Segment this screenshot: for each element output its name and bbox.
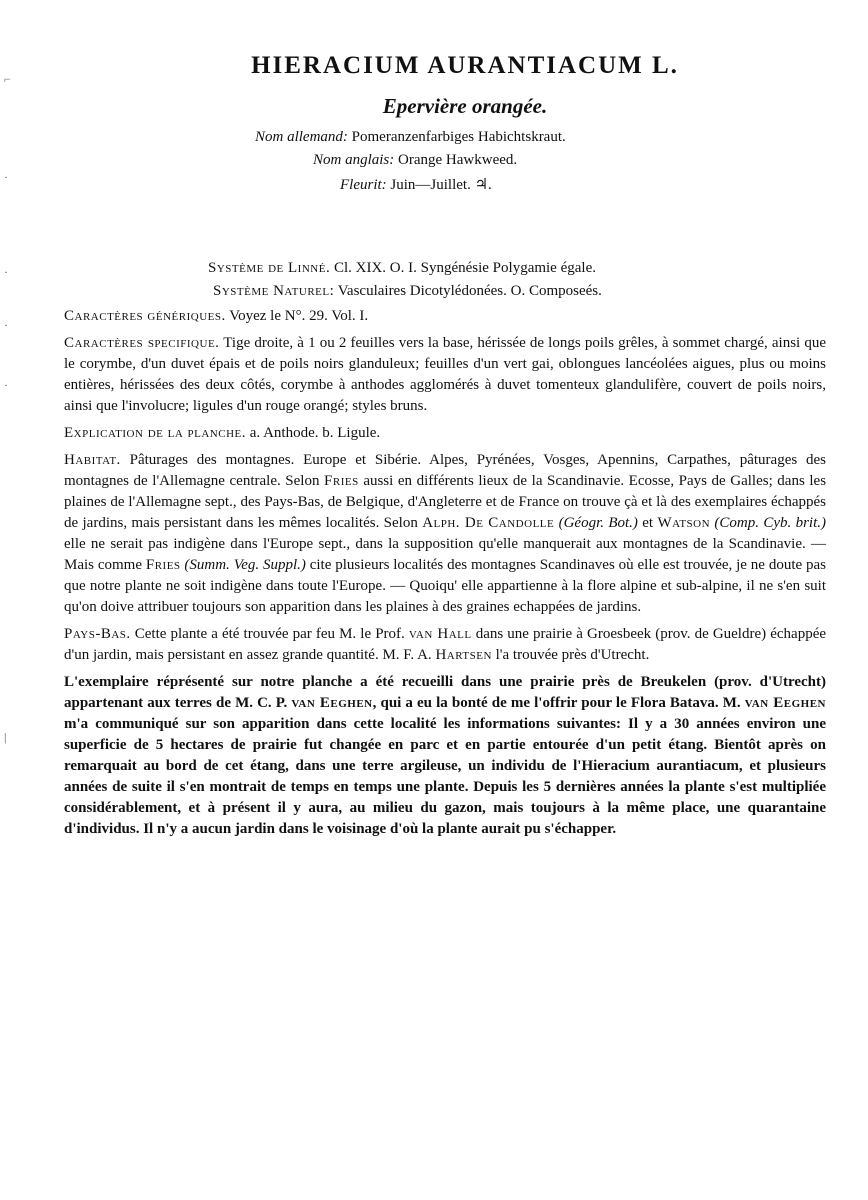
german-value: Pomeranzenfarbiges Habichtskraut. <box>351 129 566 145</box>
page-subtitle: Epervière orangée. <box>382 94 548 118</box>
habitat-paragraph: Habitat. Pâturages des montagnes. Europe et Sibérie. Alpes, Pyrénées, Vosges, Apennins, Carpathes, pâturages des montagnes de l'Allemagne centrale. Selon Fries aussi en différents lieux de la Scandinavie. Ecosse, Pays de Galles; dans les plaines de l'Allemagne sept., des Pays-Bas, de Belgique, d'Angleterre et de France on trouve çà et là des exemplaires échappés de jardins, mais persistant dans les mêmes localités. Selon Alph. De Candolle (Géogr. Bot.) et Watson (Comp. Cyb. brit.) elle ne serait pas indigène dans l'Europe sept., dans la supposition qu'elle manquerait aux montagnes de la Scandinavie. — Mais comme Fries (Summ. Veg. Suppl.) cite plusieurs localités des montagnes Scandinaves où elle est trouvée, je ne doute pas que notre plante ne soit indigène dans toute l'Europe. — Quoiqu' elle appartienne à la flore alpine et sub-alpine, il ne s'en suit qu'on doive attribuer toujours son apparition dans les plaines à des graines echappées de jardins. <box>64 452 827 615</box>
margin-mark: · <box>4 378 8 392</box>
english-name <box>64 152 826 169</box>
german-name <box>64 129 826 146</box>
margin-mark: · <box>4 265 8 279</box>
german-label: Nom allemand: <box>255 129 348 145</box>
generic-characters: Caractères génériques. Voyez le N°. 29. Vol. I. <box>64 308 369 324</box>
flower-value: Juin—Juillet. ♃. <box>390 177 492 193</box>
page-title: HIERACIUM AURANTIACUM L. <box>251 52 679 79</box>
naturel-value: Vasculaires Dicotylédonées. O. Composeés. <box>337 283 602 299</box>
english-label: Nom anglais: <box>313 152 395 168</box>
margin-mark: · <box>4 318 8 332</box>
linne-label: Système de Linné. <box>208 260 331 276</box>
linne-value: Cl. XIX. O. I. Syngénésie Polygamie égale. <box>333 260 596 276</box>
english-value: Orange Hawkweed. <box>398 152 518 168</box>
document-page <box>64 52 826 846</box>
plate-explanation: Explication de la planche. a. Anthode. b. Ligule. <box>64 425 381 441</box>
specimen-paragraph: L'exemplaire réprésenté sur notre planche a été recueilli dans une prairie près de Breukelen (prov. d'Utrecht) appartenant aux terres de M. C. P. van Eeghen, qui a eu la bonté de me l'offrir pour le Flora Batava. M. van Eeghen m'a communiqué sur son apparition dans cette localité les informations suivantes: Il y a 30 années environ une superficie de 5 hectares de prairie fut changée en parc et en partie entourée d'un petit étang. Bientôt après on remarquait au bord de cet étang, dans une terre argileuse, un individu de l'Hieracium aurantiacum, et plusieurs années de suite il s'en montrait de temps en temps une plante. Depuis les 5 dernières années la plante s'est multipliée considérablement, et à présent il y aura, au milieu du gazon, mais toujours à la même place, une quarantaine d'individus. Il n'y a aucun jardin dans le voisinage d'où la plante aurait pu s'échapper. <box>64 674 827 837</box>
margin-mark: ⌐ <box>4 72 11 86</box>
flowering <box>64 175 826 194</box>
specific-characters: Caractères specifique. Tige droite, à 1 ou 2 feuilles vers la base, hérissée de longs poils grêles, à sommet chargé, ainsi que le corymbe, d'un duvet épais et de poils noirs glanduleux; feuilles d'un vert gai, oblongues lancéolées aigues, plus ou moins entières, hérissées des deux côtés, corymbe à anthodes agglomérés à duvet tomenteux glandulifère, couvert de poils noirs, ainsi que l'involucre; ligules d'un rouge orangé; styles bruns. <box>64 335 826 414</box>
paysbas-paragraph: Pays-Bas. Cette plante a été trouvée par feu M. le Prof. van Hall dans une prairie à Groesbeek (prov. de Gueldre) échappée d'un jardin, mais persistant en assez grande quantité. M. F. A. Hartsen l'a trouvée près d'Utrecht. <box>64 626 827 663</box>
naturel-label: Système Naturel: <box>213 283 335 299</box>
flower-label: Fleurit: <box>340 177 387 193</box>
margin-mark: · <box>4 170 8 184</box>
linne-system <box>64 260 826 277</box>
naturel-system <box>64 283 826 300</box>
margin-mark: | <box>4 730 7 744</box>
